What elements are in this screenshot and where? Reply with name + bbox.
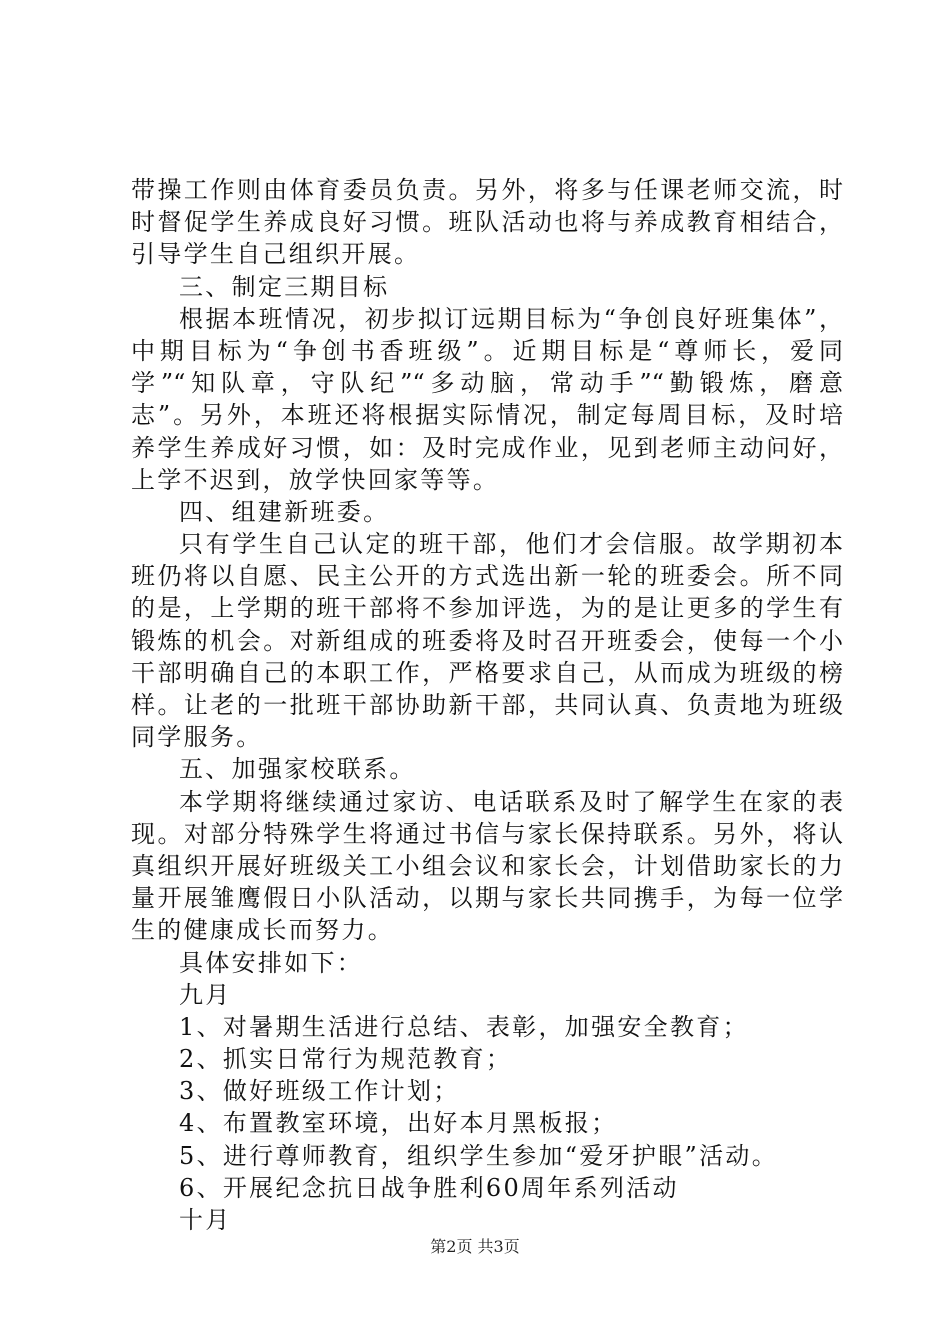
paragraph-line: 干部明确自己的本职工作，严格要求自己，从而成为班级的榜 xyxy=(131,658,843,687)
paragraph-line: 九月 xyxy=(179,980,232,1009)
paragraph-line: 学”“知队章，守队纪”“多动脑，常动手”“勤锻炼，磨意 xyxy=(131,369,843,398)
paragraph-line: 引导学生自己组织开展。 xyxy=(131,240,421,269)
paragraph-line: 锻炼的机会。对新组成的班委将及时召开班委会，使每一个小 xyxy=(131,626,843,655)
paragraph-line: 1、对暑期生活进行总结、表彰，加强安全教育； xyxy=(179,1012,749,1041)
paragraph-line: 上学不迟到，放学快回家等等。 xyxy=(131,465,500,494)
paragraph-line: 2、抓实日常行为规范教育； xyxy=(179,1045,513,1074)
paragraph-line: 现。对部分特殊学生将通过书信与家长保持联系。另外，将认 xyxy=(131,819,843,848)
document-body xyxy=(131,174,843,1236)
paragraph-line: 根据本班情况，初步拟订远期目标为“争创良好班集体”， xyxy=(179,304,843,333)
paragraph-line: 十月 xyxy=(179,1206,232,1234)
page-number-label: 第2页 共3页 xyxy=(430,1237,520,1256)
paragraph-line: 量开展雏鹰假日小队活动，以期与家长共同携手，为每一位学 xyxy=(131,884,843,913)
paragraph-line: 四、组建新班委。 xyxy=(179,497,390,526)
paragraph-line: 三、制定三期目标 xyxy=(179,272,390,301)
paragraph-line: 班仍将以自愿、民主公开的方式选出新一轮的班委会。所不同 xyxy=(131,562,843,591)
paragraph-line: 只有学生自己认定的班干部，他们才会信服。故学期初本 xyxy=(179,530,843,559)
paragraph-line: 时督促学生养成良好习惯。班队活动也将与养成教育相结合， xyxy=(131,208,843,237)
paragraph-line: 生的健康成长而努力。 xyxy=(131,916,394,945)
paragraph-line: 6、开展纪念抗日战争胜利60周年系列活动 xyxy=(179,1173,679,1202)
paragraph-line: 真组织开展好班级关工小组会议和家长会，计划借助家长的力 xyxy=(131,851,843,880)
paragraph-line: 同学服务。 xyxy=(131,723,263,752)
paragraph-line: 3、做好班级工作计划； xyxy=(179,1077,460,1106)
paragraph-line: 5、进行尊师教育，组织学生参加“爱牙护眼”活动。 xyxy=(179,1141,779,1170)
paragraph-line: 的是，上学期的班干部将不参加评选，为的是让更多的学生有 xyxy=(131,594,843,623)
paragraph-line: 带操工作则由体育委员负责。另外，将多与任课老师交流，时 xyxy=(131,176,843,204)
paragraph-line: 样。让老的一批班干部协助新干部，共同认真、负责地为班级 xyxy=(131,691,843,719)
page-footer xyxy=(0,1234,950,1257)
paragraph-line: 具体安排如下： xyxy=(179,948,364,977)
paragraph-line: 本学期将继续通过家访、电话联系及时了解学生在家的表 xyxy=(179,787,843,816)
paragraph-line: 志”。另外，本班还将根据实际情况，制定每周目标，及时培 xyxy=(131,401,843,430)
paragraph-line: 养学生养成好习惯，如：及时完成作业，见到老师主动问好， xyxy=(131,433,843,462)
paragraph-line: 五、加强家校联系。 xyxy=(179,755,416,784)
paragraph-line: 4、布置教室环境，出好本月黑板报； xyxy=(179,1109,618,1138)
paragraph-line: 中期目标为“争创书香班级”。近期目标是“尊师长，爱同 xyxy=(131,336,843,365)
